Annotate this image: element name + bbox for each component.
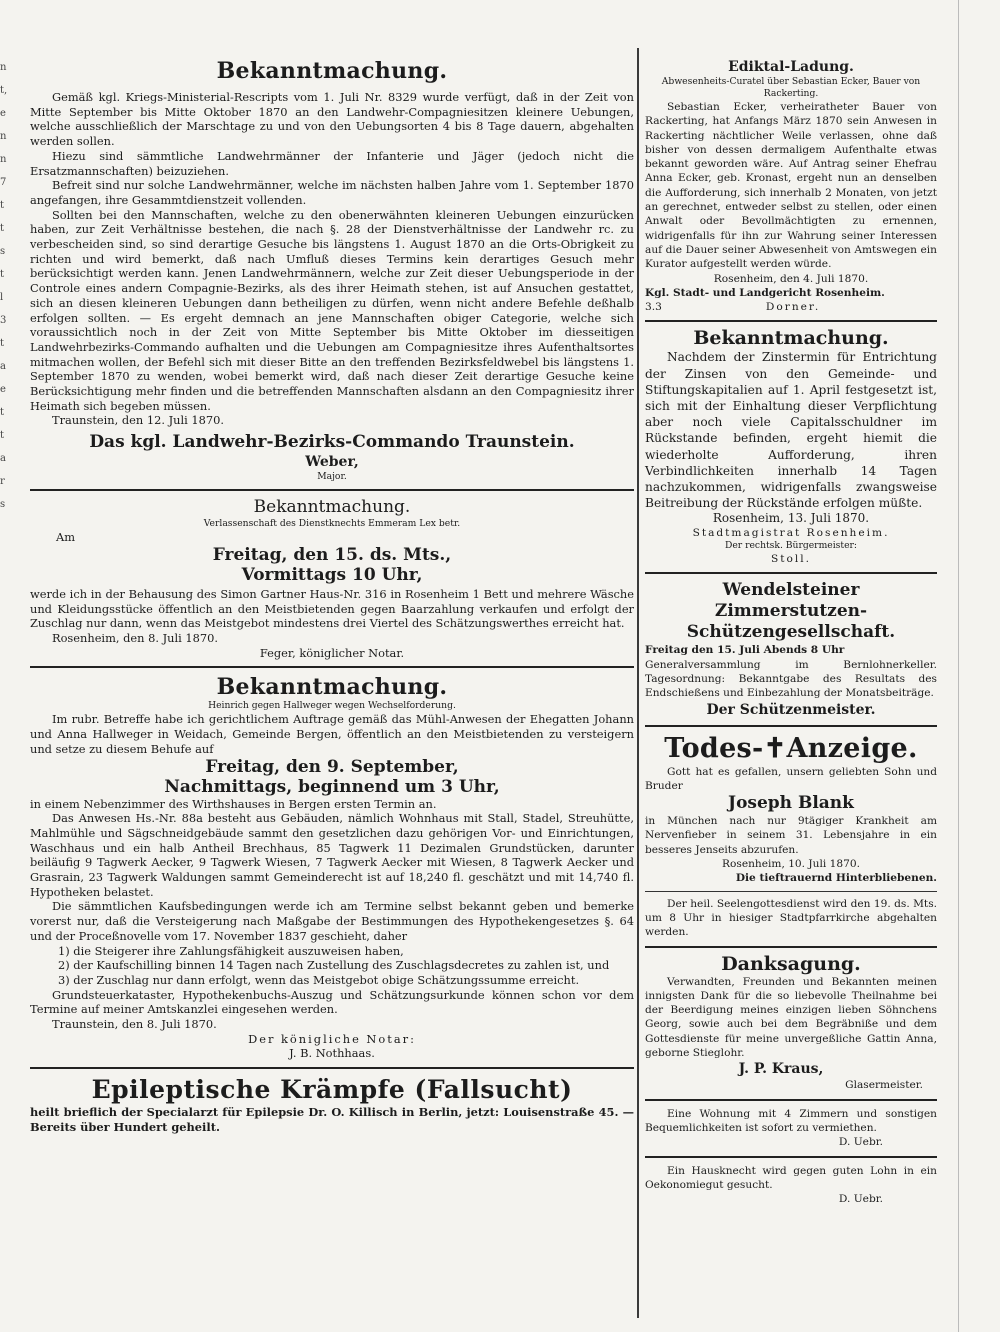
margin-char: n [0, 131, 7, 142]
notice-subtitle: Abwesenheits-Curatel über Sebastian Ecker, Bauer von Rackerting. [661, 76, 921, 99]
notice-signature-title: Der rechtsk. Bürgermeister: [724, 540, 857, 552]
notice-title: Bekanntmachung. [693, 327, 889, 350]
condition-item: 1) die Steigerer ihre Zahlungsfähigkeit auszuweisen haben, [58, 943, 404, 958]
notice-subtitle: Heinrich gegen Hallweger wegen Wechselforderung. [208, 700, 456, 712]
notice-number: 3.3 [645, 301, 662, 314]
notice-signature: Stadtmagistrat Rosenheim. [692, 526, 890, 539]
signatory-trade: Glasermeister. [845, 1079, 923, 1092]
margin-char: t, [0, 85, 8, 96]
margin-char: e [0, 108, 6, 119]
section-rule [30, 1067, 634, 1069]
notice-title: Bekanntmachung. [216, 674, 448, 701]
notice-paragraph: Sollten bei den Mannschaften, welche zu den obenerwähnten kleineren Uebungen einzurücken haben, zur Zeit Verhältnisse bestehen, die nach §. 28 der Dienstverhältnisse der Landwehr rc. zu verbescheiden sind, so sind derartige Gesuche bis längstens 1. August 1870 an die Orts-Obrigkeit zu richten und wird bemerkt, daß nach Umfluß dieses Termins kein derartiges Gesuch mehr berücksichtigt werden kann. Jenen Landwehrmännern, welche zur Zeit dieser Uebungsperiode in der Controle eines andern Compagnie-Bezirks, als des ihrer Heimath stehen, ist auf Ansuchen gestattet, sich an diesen kleineren Uebungen dann betheiligen zu dürfen, wenn nicht andere Befehle deßhalb erfolgen sollten. — Es ergeht demnach an jene Mannschaften obiger Categorie, welche sich voraussichtlich noch in der Zeit von Mitte September bis Mitte Oktober im diesseitigen Landwehrbezirks-Commando aufhalten und die Uebungen am Compagniesitze ihres Aufenthaltsortes mitmachen wollen, der Befehl sich mit dieser Bitte an den treffenden Bezirksfeldwebel bis längstens 1. September 1870 zu wenden, wobei bemerkt wird, daß nach dieser Zeit derartige Gesuche keine Berücksichtigung mehr finden und die betreffenden Mannschaften alsdann an den Compagniesitz ihrer Heimath sich begeben müssen. [30, 207, 634, 413]
ad-text: Eine Wohnung mit 4 Zimmern und sonstigen Bequemlichkeiten ist sofort zu vermiethen. [645, 1107, 937, 1134]
notice-interest [645, 328, 937, 566]
notice-paragraph: Hiezu sind sämmtliche Landwehrmänner der Infanterie und Jäger (jedoch nicht die Ersatzmannschaften) beizuziehen. [30, 148, 634, 178]
notice-paragraph: Befreit sind nur solche Landwehrmänner, welche im nächsten halben Jahre vom 1. September 1870 angefangen, ihre Gesammtdienstzeit vollenden. [30, 178, 634, 207]
margin-char: t [0, 223, 5, 234]
margin-char: e [0, 384, 6, 395]
notice-paragraph: werde ich in der Behausung des Simon Gartner Haus-Nr. 316 in Rosenheim 1 Bett und mehrere Wäsche und Kleidungsstücke öffentlich an den Meistbietenden gegen Baarzahlung verkaufen und erfolgt der Zuschlag nur dann, wenn das Meistgebot mindestens drei Viertel des Schätzungswerthes erreicht hat. [30, 586, 634, 631]
margin-char: 3 [0, 315, 7, 326]
column-divider [637, 48, 639, 1318]
notary-name: J. B. Nothhaas. [289, 1046, 375, 1061]
notice-signature: Der Schützenmeister. [706, 701, 876, 718]
notice-date: Rosenheim, 13. Juli 1870. [712, 511, 870, 526]
notice-signature: Das kgl. Landwehr-Bezirks-Commando Traunstein. [89, 432, 575, 453]
section-rule [645, 572, 937, 574]
margin-char: s [0, 246, 6, 257]
section-rule [645, 1099, 937, 1101]
notice-edictal-summons [645, 58, 937, 314]
auction-time: Vormittags 10 Uhr, [241, 564, 423, 585]
notice-paragraph: Die sämmtlichen Kaufsbedingungen werde ich am Termine selbst bekannt geben und bemerke vorerst nur, daß die Versteigerung nach Maßgabe der Bestimmungen des Hypothekengesetzes §. 64 und der Proceßnovelle vom 17. November 1837 geschieht, daher [30, 899, 634, 943]
notice-date: Rosenheim, 10. Juli 1870. [722, 858, 860, 871]
notice-paragraph: Nachdem der Zinstermin für Entrichtung der Zinsen von den Gemeinde- und Stiftungskapitalien auf 1. April festgesetzt ist, sich mit der Einhaltung dieser Verpflichtung aber noch viele Capitalsschuldner im Rückstande befinden, ergeht hiemit die wiederholte Aufforderung, ihren Verbindlichkeiten innerhalb 14 Tagen nachzukommen, widrigenfalls zwangsweise Beitreibung der Rückstände erfolgen müßte. [645, 350, 937, 511]
section-rule [30, 489, 634, 491]
condition-item: 3) der Zuschlag nur dann erfolgt, wenn das Meistgebot obige Schätzungssumme erreicht. [58, 972, 580, 987]
club-title: Wendelsteiner Zimmerstutzen- [714, 580, 868, 622]
margin-char: t [0, 430, 5, 441]
notice-auction-hallweger [30, 674, 634, 1061]
margin-char: t [0, 338, 5, 349]
margin-char: s [0, 499, 6, 510]
ad-text: heilt brieflich der Specialarzt für Epilepsie Dr. O. Killisch in Berlin, jetzt: Louisenstraße 45. — Bereits über Hundert geheilt. [30, 1105, 634, 1134]
ad-reference: D. Uebr. [838, 1193, 883, 1206]
mayor-name: Stoll. [770, 553, 812, 566]
ad-text: Ein Hausknecht wird gegen guten Lohn in ein Oekonomiegut gesucht. [645, 1164, 937, 1191]
notice-paragraph: Gott hat es gefallen, unsern geliebten Sohn und Bruder [645, 765, 937, 792]
right-column [645, 58, 937, 1206]
auction-date: Freitag, den 9. September, [205, 756, 459, 777]
margin-char: 7 [0, 177, 7, 188]
section-rule [645, 946, 937, 948]
left-margin-fragments [0, 56, 10, 516]
notice-date: Traunstein, den 12. Juli 1870. [52, 413, 225, 428]
margin-char: t [0, 407, 5, 418]
notice-date: Rosenheim, den 8. Juli 1870. [52, 630, 219, 645]
notice-title: Danksagung. [721, 952, 861, 975]
notice-auction-lex [30, 497, 634, 660]
court-name: Kgl. Stadt- und Landgericht Rosenheim. [645, 286, 885, 299]
notice-date: Traunstein, den 8. Juli 1870. [52, 1017, 217, 1032]
notice-paragraph: Generalversammlung im Bernlohnerkeller. Tagesordnung: Bekanntgabe des Resultats des Endschießens und Einbezahlung der Monatsbeiträge. [645, 658, 937, 700]
margin-char: t [0, 269, 5, 280]
club-title: Schützengesellschaft. [686, 622, 896, 643]
servant-ad [645, 1164, 937, 1207]
margin-char: n [0, 62, 7, 73]
notice-shooting-club [645, 580, 937, 718]
margin-char: r [0, 476, 5, 487]
notice-paragraph: Verwandten, Freunden und Bekannten meinen innigsten Dank für die so liebevolle Theilnahme bei der Beerdigung meines einzigen lieben Söhnchens Georg, sowie auch bei dem Begräbniße und dem Gottesdienste für meine unvergeßliche Gattin Anna, geborne Stieglohr. [645, 975, 937, 1060]
signatory-rank: Major. [317, 471, 347, 483]
notice-signature: Die tieftrauernd Hinterbliebenen. [735, 872, 937, 885]
margin-char: n [0, 154, 7, 165]
notice-paragraph: Sebastian Ecker, verheiratheter Bauer von Rackerting, hat Anfangs März 1870 sein Anwesen in Rackerting nächtlicher Weile verlassen, ohne daß bisher von dessen dermaligem Aufenthalte etwas bekannt geworden wäre. Auf Antrag seiner Ehefrau Anna Ecker, geb. Kronast, ergeht nun an denselben die Aufforderung, sich innerhalb 2 Monaten, von jetzt an gerechnet, entweder selbst zu stellen, oder einen Anwalt oder Bevollmächtigten zu ernennen, widrigenfalls für ihn zur Wahrung seiner Interessen auf die Dauer seiner Abwesenheit von Amtswegen ein Kurator aufgestellt werden würde. [645, 101, 937, 271]
notice-title: Ediktal-Ladung. [728, 59, 854, 75]
notice-signature: Feger, königlicher Notar. [259, 645, 405, 660]
meeting-date: Freitag den 15. Juli Abends 8 Uhr [645, 644, 845, 657]
left-column [30, 58, 634, 1135]
notice-title: Todes-✝Anzeige. [664, 732, 918, 764]
notice-paragraph: Gemäß kgl. Kriegs-Ministerial-Rescripts vom 1. Juli Nr. 8329 wurde verfügt, daß in der Zeit von Mitte September bis Mitte Oktober 1870 an den Landwehr-Compagniesitzen kleinere Uebungen, welche ausschließlich der Marschtage zu und von den Uebungsorten 4 bis 8 Tage dauern, abgehalten werden sollen. [30, 90, 634, 149]
auction-time: Nachmittags, beginnend um 3 Uhr, [164, 776, 500, 797]
notice-signature: Der königliche Notar: [248, 1031, 416, 1046]
page-edge [958, 0, 959, 1332]
margin-char: a [0, 361, 6, 372]
notice-paragraph: Das Anwesen Hs.-Nr. 88a besteht aus Gebäuden, nämlich Wohnhaus mit Stall, Stadel, Streuhütte, Mahlmühle und Sägschneidgebäude sammt den gesetzlichen dazu gehörigen Vor- und Einrichtungen, Waschhaus und ein halb Antheil Brechhaus, 85 Tagwerk 11 Dezimalen Grundstücken, darunter beiläufig 9 Tagwerk Aecker, 9 Tagwerk Wiesen, 7 Tagwerk Aecker mit Wiesen, 8 Tagwerk Aecker und Grasrain, 23 Tagwerk Waldungen sammt Gemeinderecht ist auf 18,240 fl. geschätzt und mit 14,740 fl. Hypotheken belastet. [30, 811, 634, 899]
thanks-notice [645, 954, 937, 1093]
notice-paragraph: in einem Nebenzimmer des Wirthshauses in Bergen ersten Termin an. [30, 796, 437, 811]
notice-lead: Am [56, 530, 76, 545]
notice-subtitle: Verlassenschaft des Dienstknechts Emmeram Lex betr. [203, 518, 461, 530]
ad-reference: D. Uebr. [838, 1136, 883, 1149]
margin-char: t [0, 200, 5, 211]
margin-char: a [0, 453, 6, 464]
notice-landwehr [30, 58, 634, 483]
notice-paragraph: Grundsteuerkataster, Hypothekenbuchs-Auszug und Schätzungsurkunde können schon vor dem Termine auf meiner Amtskanzlei eingesehen werden. [30, 987, 634, 1017]
section-rule [645, 725, 937, 727]
ad-title: Epileptische Krämpfe (Fallsucht) [91, 1075, 573, 1105]
section-rule [30, 666, 634, 668]
apartment-ad [645, 1107, 937, 1150]
section-rule [645, 891, 937, 892]
notice-signature: J. P. Kraus, [738, 1061, 824, 1078]
court-signature-row [645, 300, 820, 314]
condition-item: 2) der Kaufschilling binnen 14 Tagen nach Zustellung des Zuschlagsdecretes zu zahlen ist, und [58, 958, 610, 973]
notice-title: Bekanntmachung. [216, 58, 448, 84]
signatory-name: Weber, [305, 454, 359, 471]
notice-paragraph: Im rubr. Betreffe habe ich gerichtlichem Auftrage gemäß das Mühl-Anwesen der Ehegatten Johann und Anna Hallweger in Weidach, Gemeinde Bergen, öffentlich an den Meistbietenden zu versteigern und setze zu diesem Behufe auf [30, 712, 634, 756]
notice-signature: Dorner. [765, 301, 821, 314]
notice-title: Bekanntmachung. [253, 497, 411, 518]
notice-paragraph: Der heil. Seelengottesdienst wird den 19. ds. Mts. um 8 Uhr in hiesiger Stadtpfarrkirche abgehalten werden. [645, 897, 937, 939]
death-notice [645, 733, 937, 940]
section-rule [645, 1156, 937, 1158]
ad-epilepsy [30, 1075, 634, 1134]
notice-paragraph: in München nach nur 9tägiger Krankheit am Nervenfieber in seinem 31. Lebensjahre in ein besseres Jenseits abzurufen. [645, 815, 937, 856]
deceased-name: Joseph Blank [728, 793, 854, 814]
auction-date: Freitag, den 15. ds. Mts., [212, 544, 452, 565]
margin-char: l [0, 292, 4, 303]
notice-date: Rosenheim, den 4. Juli 1870. [713, 272, 869, 285]
section-rule [645, 320, 937, 322]
